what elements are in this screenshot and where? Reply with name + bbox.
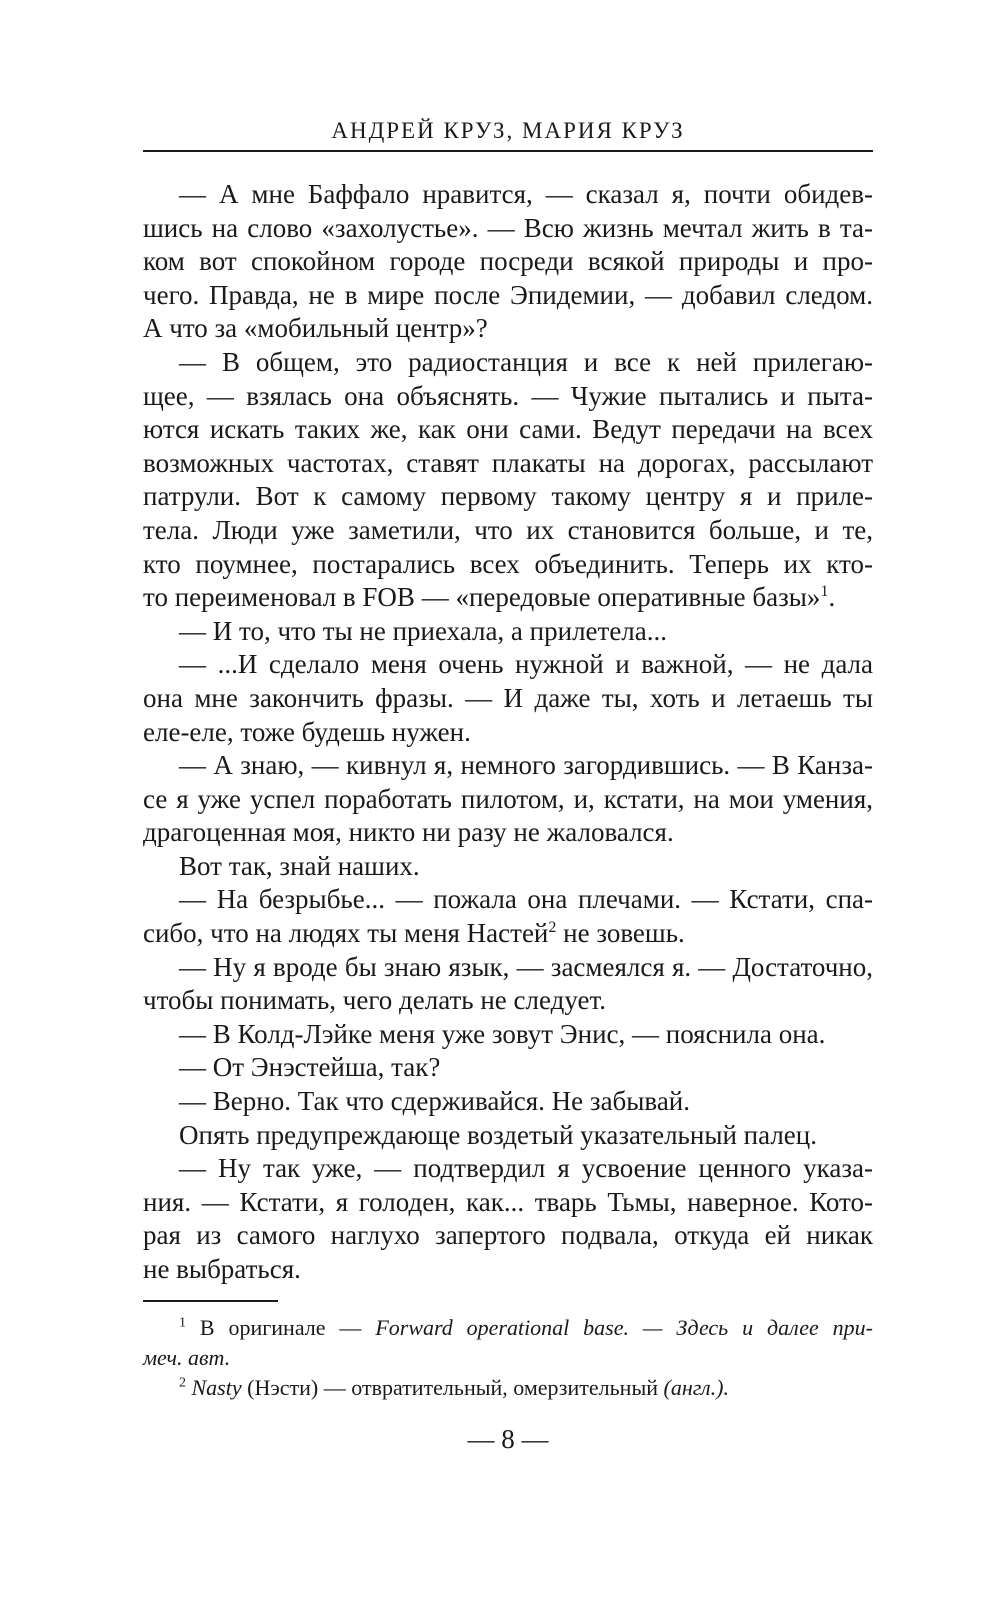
line-text: не зовешь. <box>556 918 685 949</box>
text-line: — А мне Баффало нравится, — сказал я, почти обидев- <box>179 179 873 209</box>
footnote-italic: (англ.). <box>663 1375 729 1400</box>
page-number: — 8 — <box>467 1424 549 1454</box>
text-line: рая из самого наглухо запертого подвала, откуда ей никак <box>143 1220 873 1251</box>
text-line: кто поумнее, постарались всех объединить. Теперь их кто- <box>143 548 873 579</box>
text-line: чего. Правда, не в мире после Эпидемии, — добавил следом. <box>143 279 873 310</box>
text-line: не выбраться. <box>143 1254 301 1284</box>
text-line: Вот так, знай наших. <box>179 850 420 881</box>
text-line: А что за «мобильный центр»? <box>143 313 488 344</box>
footnote-1-cont <box>143 1343 873 1373</box>
text-line: драгоценная моя, никто ни разу не жаловался. <box>143 817 674 848</box>
text-line: — ...И сделало меня очень нужной и важной, — не дала <box>179 649 873 680</box>
text-line: чтобы понимать, чего делать не следует. <box>143 985 607 1016</box>
footnote-text: В оригинале — <box>199 1315 376 1340</box>
text-line: еле-еле, тоже будешь нужен. <box>143 716 471 747</box>
text-line: — И то, что ты не приехала, а прилетела... <box>179 615 668 646</box>
footnote-separator <box>143 1300 278 1302</box>
text-line: ния. — Кстати, я голоден, как... тварь Тьмы, наверное. Кото- <box>143 1186 873 1217</box>
footnote-1 <box>143 1313 873 1343</box>
footnotes <box>143 1313 873 1403</box>
text-line: щее, — взялась она объяснять. — Чужие пытались и пыта- <box>143 380 873 411</box>
text-line: — От Энэстейша, так? <box>179 1052 441 1083</box>
text-line: ются искать таких же, как они сами. Ведут передачи на всех <box>143 414 873 445</box>
footnote-2 <box>143 1373 873 1403</box>
text-line: — А знаю, — кивнул я, немного загордившись. — В Канза- <box>179 750 873 781</box>
footnote-italic: Forward operational base. — Здесь и далее при- <box>375 1315 874 1340</box>
text-line: то переименовал в FOB — «передовые оперативные базы»$^1$. <box>143 582 836 613</box>
text-line <box>143 917 873 951</box>
footnote-ref-2: 2 <box>548 919 557 937</box>
text-line: — Верно. Так что сдерживайся. Не забывай. <box>179 1086 691 1117</box>
footnote-mark: 1 <box>179 1315 186 1331</box>
text-line: — В общем, это радиостанция и все к ней прилегаю- <box>179 346 873 377</box>
footnote-ref-1: 1 <box>820 583 829 601</box>
text-line: Опять предупреждающе воздетый указательный палец. <box>179 1119 817 1150</box>
line-text: сибо, что на людях ты меня Настей <box>143 918 549 949</box>
text-line: — Ну я вроде бы знаю язык, — засмеялся я. — Достаточно, <box>179 951 873 982</box>
text-line: ком вот спокойном городе посреди всякой природы и про- <box>143 246 873 277</box>
footnote-italic: Nasty <box>191 1375 242 1400</box>
running-header: АНДРЕЙ КРУЗ, МАРИЯ КРУЗ <box>143 118 873 152</box>
text-line: се я уже успел поработать пилотом, и, кстати, на мои умения, <box>143 783 873 814</box>
text-line: — Ну так уже, — подтвердил я усвоение ценного указа- <box>179 1153 873 1184</box>
body-text <box>143 178 873 1287</box>
text-line: шись на слово «захолустье». — Всю жизнь мечтал жить в та- <box>143 212 873 243</box>
text-line: — В Колд-Лэйке меня уже зовут Энис, — пояснила она. <box>179 1018 826 1049</box>
footnote-text: (Нэсти) — отвратительный, омерзительный <box>241 1375 664 1400</box>
line-text: то переименовал в FOB — «передовые оперативные базы» <box>143 582 821 613</box>
footnote-mark: 2 <box>179 1375 186 1391</box>
text-line: она мне закончить фразы. — И даже ты, хоть и летаешь ты <box>143 682 873 713</box>
footnote-italic: меч. авт. <box>143 1345 231 1370</box>
text-line: — На безрыбье... — пожала она плечами. — Кстати, спа- <box>179 884 873 915</box>
text-line: возможных частотах, ставят плакаты на дорогах, рассылают <box>143 447 873 478</box>
text-line: тела. Люди уже заметили, что их становится больше, и те, <box>143 514 873 545</box>
text-line: патрули. Вот к самому первому такому центру я и приле- <box>143 481 873 512</box>
